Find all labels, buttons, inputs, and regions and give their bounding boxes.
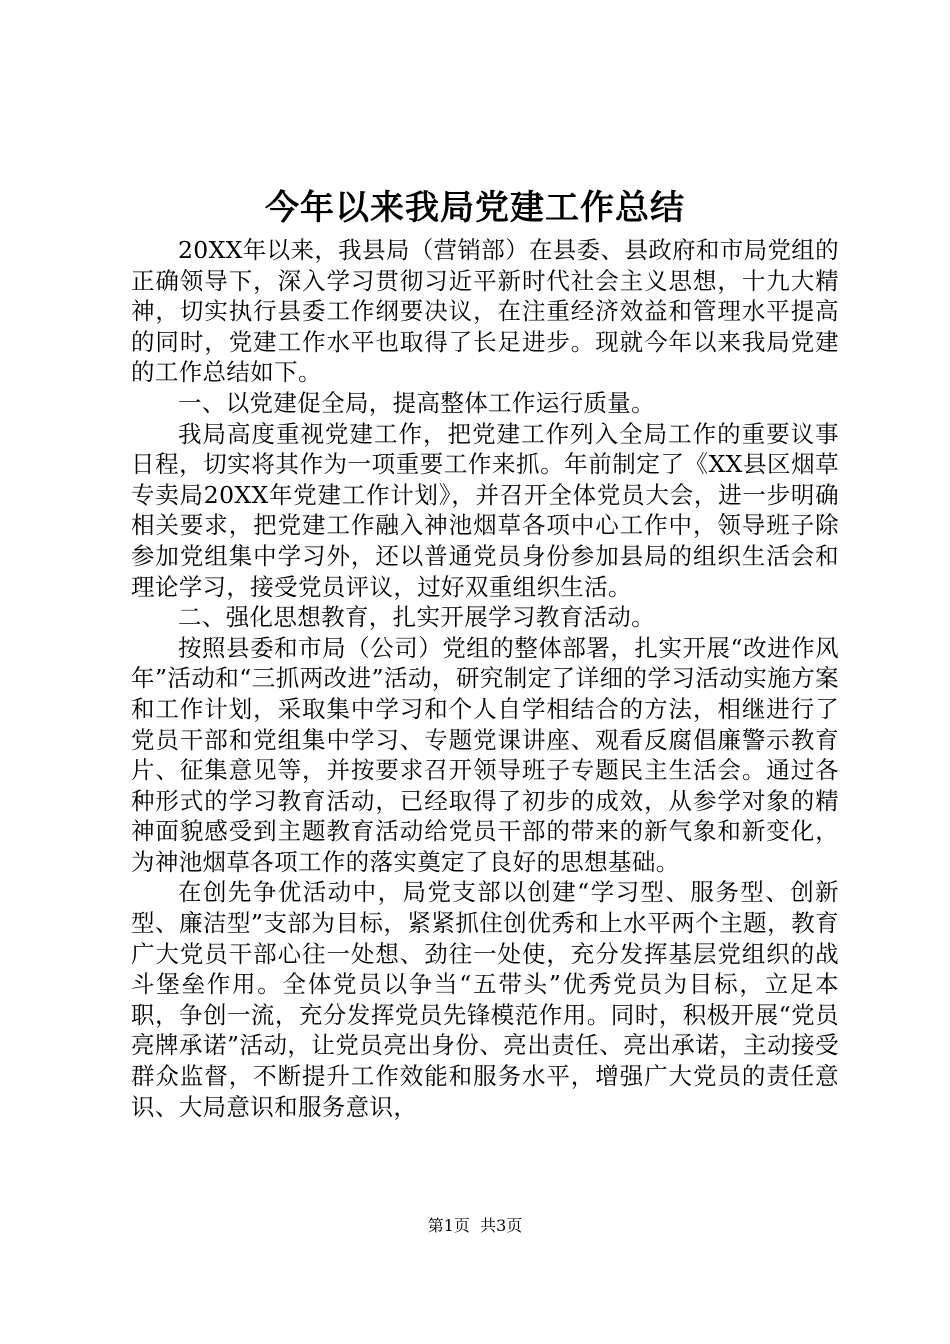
document-body [131,235,839,1122]
paragraph-section-2-continued: 在创先争优活动中，局党支部以创建“学习型、服务型、创新型、廉洁型”支部为目标，紧紧抓住创优秀和上水平两个主题，教育广大党员干部心往一处想、劲往一处使，充分发挥基层党组织的战斗堡垒作用。全体党员以争当“五带头”优秀党员为目标，立足本职，争创一流，充分发挥党员先锋模范作用。同时，积极开展“党员亮牌承诺”活动，让党员亮出身份、亮出责任、亮出承诺，主动接受群众监督，不断提升工作效能和服务水平，增强广大党员的责任意识、大局意识和服务意识， [131,878,839,1121]
page-number: 第1页 [427,1216,470,1235]
page-footer [0,1214,950,1238]
paragraph-section-2: 按照县委和市局（公司）党组的整体部署，扎实开展“改进作风年”活动和“三抓两改进”活动，研究制定了详细的学习活动实施方案和工作计划，采取集中学习和个人自学相结合的方法，相继进行了党员干部和党组集中学习、专题党课讲座、观看反腐倡廉警示教育片、征集意见等，并按要求召开领导班子专题民主生活会。通过各种形式的学习教育活动，已经取得了初步的成效，从参学对象的精神面貌感受到主题教育活动给党员干部的带来的新气象和新变化，为神池烟草各项工作的落实奠定了良好的思想基础。 [131,633,839,876]
section-heading-2: 二、强化思想教育，扎实开展学习教育活动。 [178,603,655,632]
paragraph-intro: 20XX年以来，我县局（营销部）在县委、县政府和市局党组的正确领导下，深入学习贯彻习近平新时代社会主义思想，十九大精神，切实执行县委工作纲要决议，在注重经济效益和管理水平提高的同时，党建工作水平也取得了长足进步。现就今年以来我局党建的工作总结如下。 [131,236,840,387]
section-heading-1: 一、以党建促全局，提高整体工作运行质量。 [178,388,655,417]
page-total: 共3页 [480,1216,523,1235]
paragraph-section-1: 我局高度重视党建工作，把党建工作列入全局工作的重要议事日程，切实将其作为一项重要工作来抓。年前制定了《XX县区烟草专卖局20XX年党建工作计划》，并召开全体党员大会，进一步明确相关要求，把党建工作融入神池烟草各项中心工作中，领导班子除参加党组集中学习外，还以普通党员身份参加县局的组织生活会和理论学习，接受党员评议，过好双重组织生活。 [131,419,839,601]
document-title: 今年以来我局党建工作总结 [265,188,685,228]
